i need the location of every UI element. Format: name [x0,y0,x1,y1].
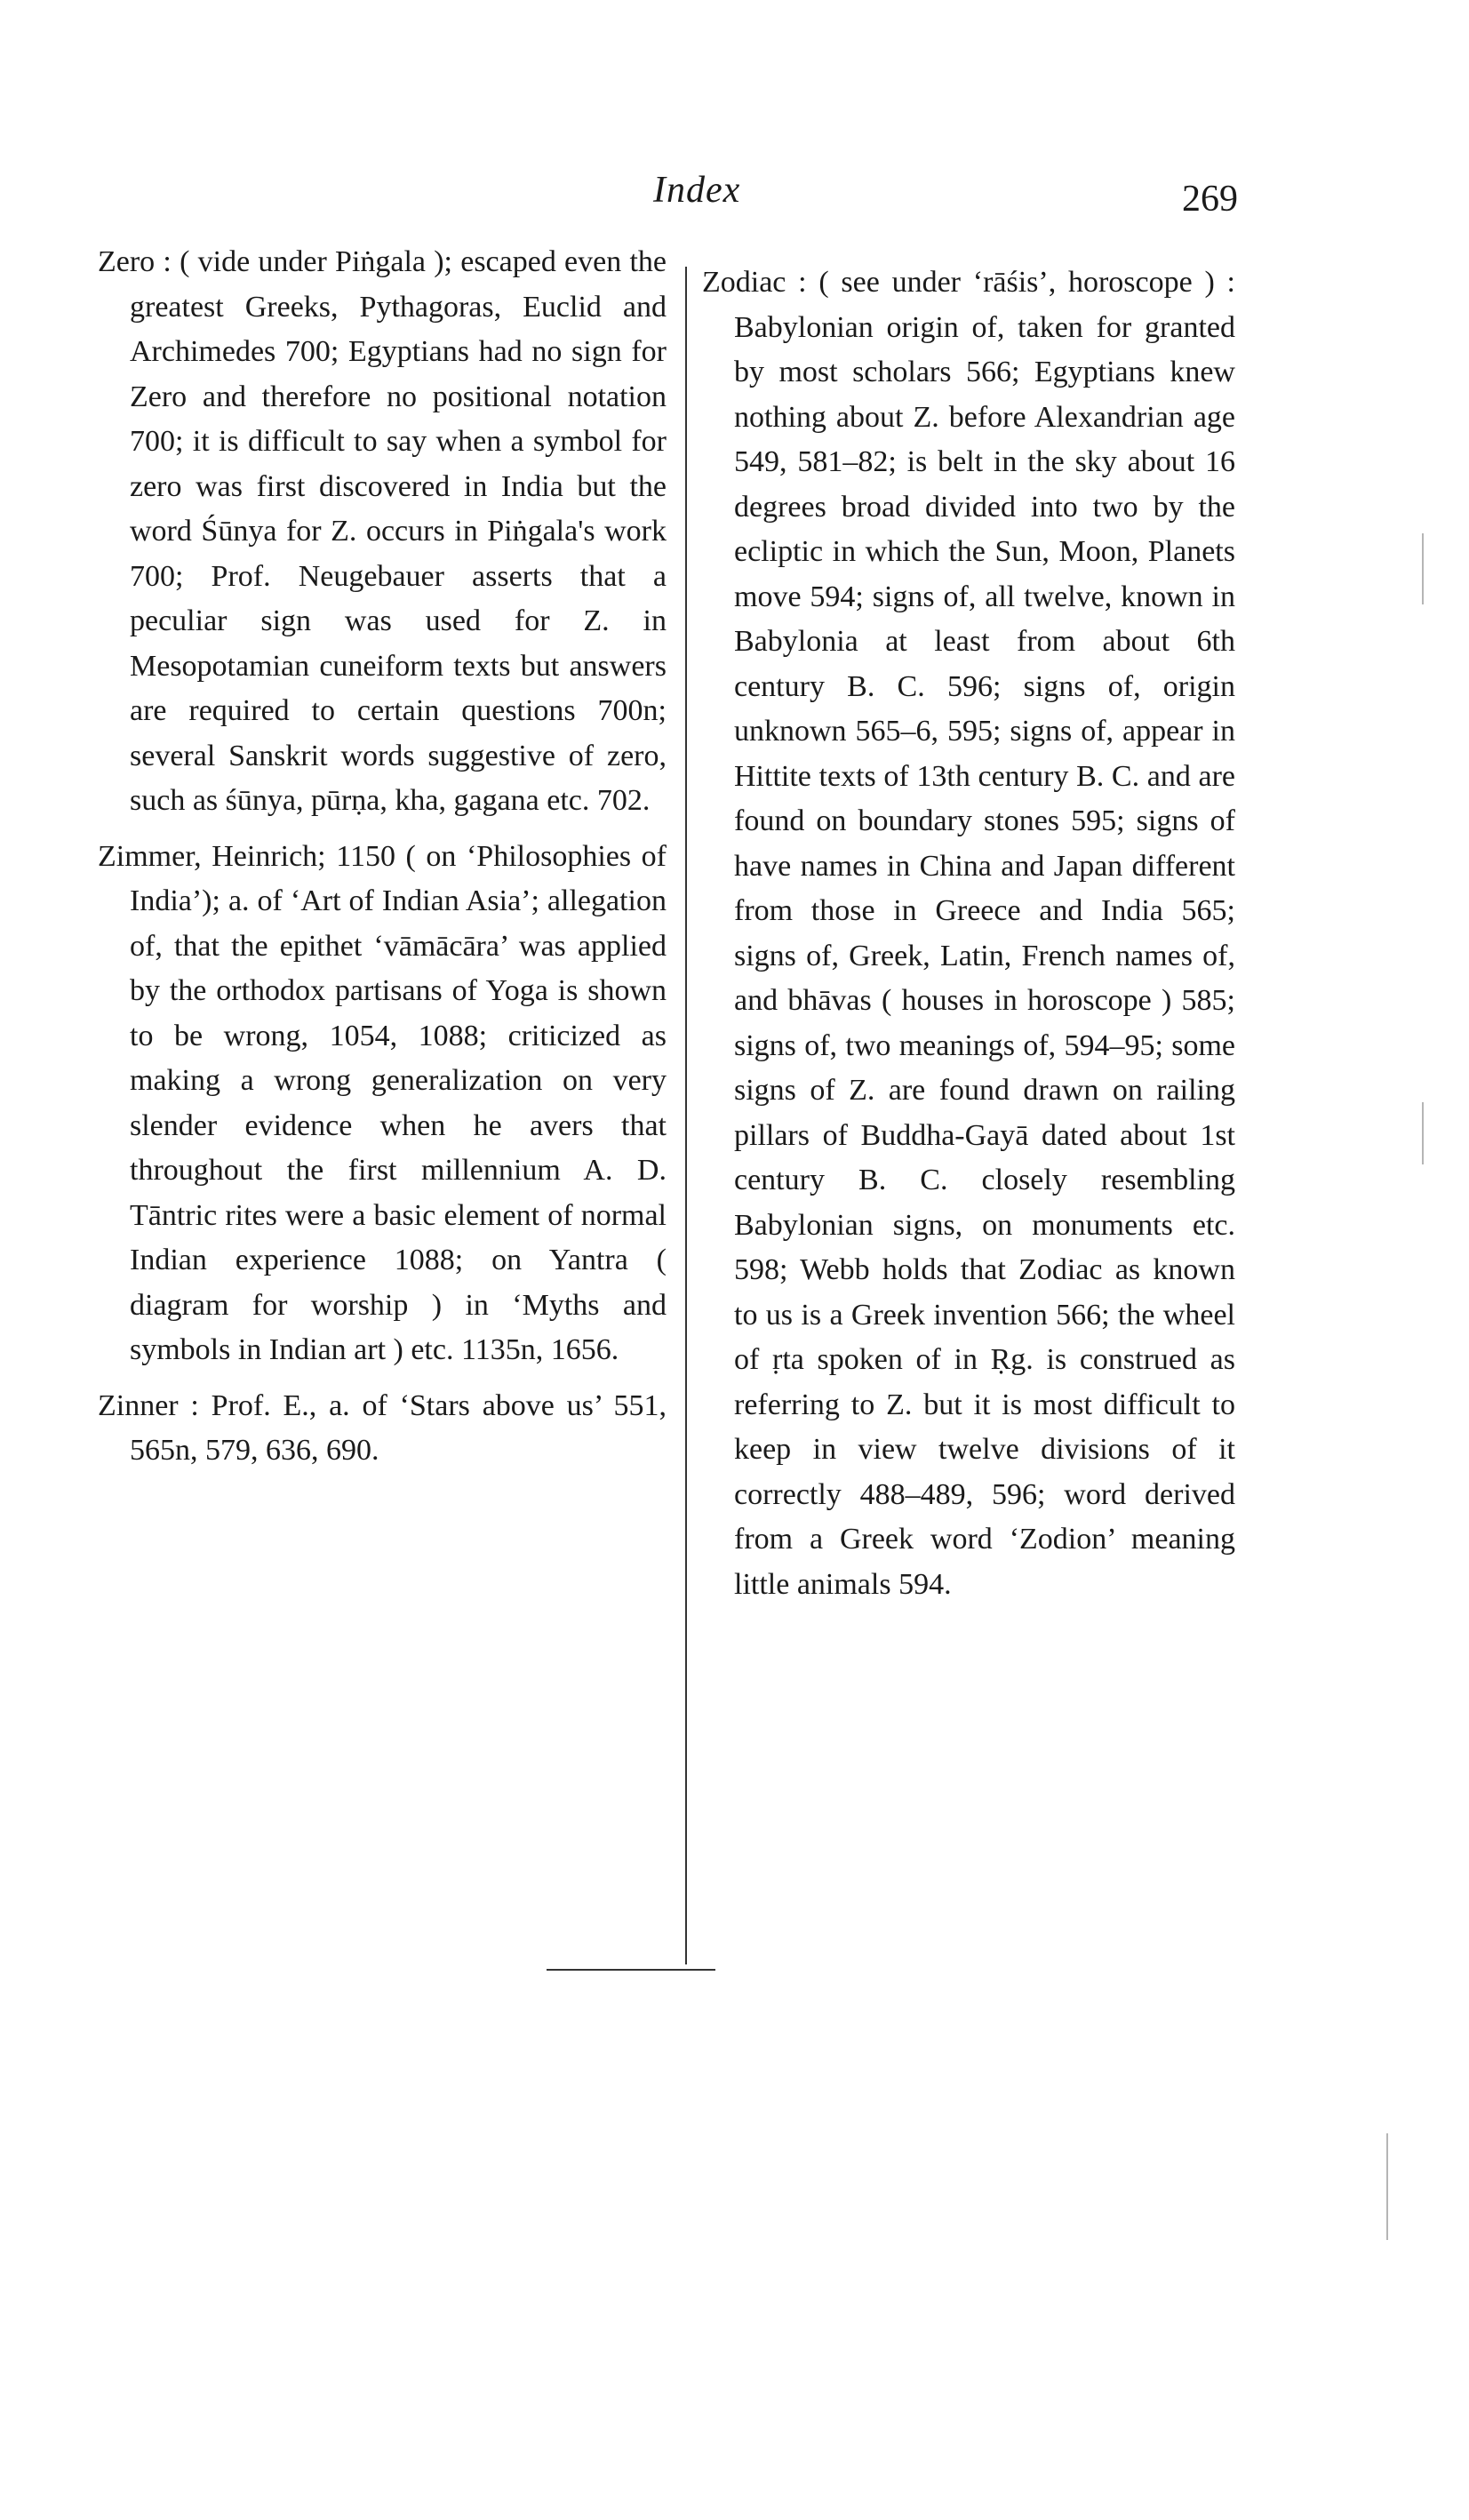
column-divider [685,267,687,1964]
index-entry-zero: Zero : ( vide under Piṅgala ); escaped even the greatest Greeks, Pythagoras, Euclid and Archimedes 700; Egyptians had no sign for Zero and therefore no positional notation 700; it is difficult to say when a symbol for zero was first discovered in India but the word Śūnya for Z. occurs in Piṅgala's work 700; Prof. Neugebauer asserts that a peculiar sign was used for Z. in Mesopotamian cuneiform texts but answers are required to certain questions 700n; several Sanskrit words suggestive of zero, such as śūnya, pūrṇa, kha, gagana etc. 702. [98,245,667,817]
index-entry-zinner: Zinner : Prof. E., a. of ‘Stars above us’ 551, 565n, 579, 636, 690. [98,1388,667,1467]
index-column-right [702,260,1235,1618]
index-column-left [98,240,667,1484]
scan-margin-mark [1422,1102,1424,1164]
index-entry-zodiac: Zodiac : ( see under ‘rāśis’, horoscope ) : Babylonian origin of, taken for granted by most scholars 566; Egyptians knew nothing about Z. before Alexandrian age 549, 581–82; is belt in the sky about 16 degrees broad divided into two by the ecliptic in which the Sun, Moon, Planets move 594; signs of, all twelve, known in Babylonia at least from about 6th century B. C. 596; signs of, origin unknown 565–6, 595; signs of, appear in Hittite texts of 13th century B. C. and are found on boundary stones 595; signs of have names in China and Japan different from those in Greece and India 565; signs of, Greek, Latin, French names of, and bhāvas ( houses in horoscope ) 585; signs of, two meanings of, 594–95; some signs of Z. are found drawn on railing pillars of Buddha-Gayā dated about 1st century B. C. closely resembling Babylonian signs, on monuments etc. 598; Webb holds that Zodiac as known to us is a Greek invention 566; the wheel of ṛta spoken of in Ṛg. is construed as referring to Z. but it is most difficult to keep in view twelve divisions of it correctly 488–489, 596; word derived from a Greek word ‘Zodion’ meaning little animals 594. [702,266,1235,1601]
scan-margin-mark [1386,2133,1388,2240]
index-entry-zimmer: Zimmer, Heinrich; 1150 ( on ‘Philosophies of India’); a. of ‘Art of Indian Asia’; allegation of, that the epithet ‘vāmācāra’ was applied by the orthodox partisans of Yoga is shown to be wrong, 1054, 1088; criticized as making a wrong generalization on very slender evidence when he avers that throughout the first millennium A. D. Tāntric rites were a basic element of normal Indian experience 1088; on Yantra ( diagram for worship ) in ‘Myths and symbols in Indian art ) etc. 1135n, 1656. [98,839,667,1366]
scan-margin-mark [1422,533,1424,604]
page-number: 269 [1182,179,1238,220]
end-of-section-rule [547,1969,715,1971]
running-head: Index [653,170,741,211]
